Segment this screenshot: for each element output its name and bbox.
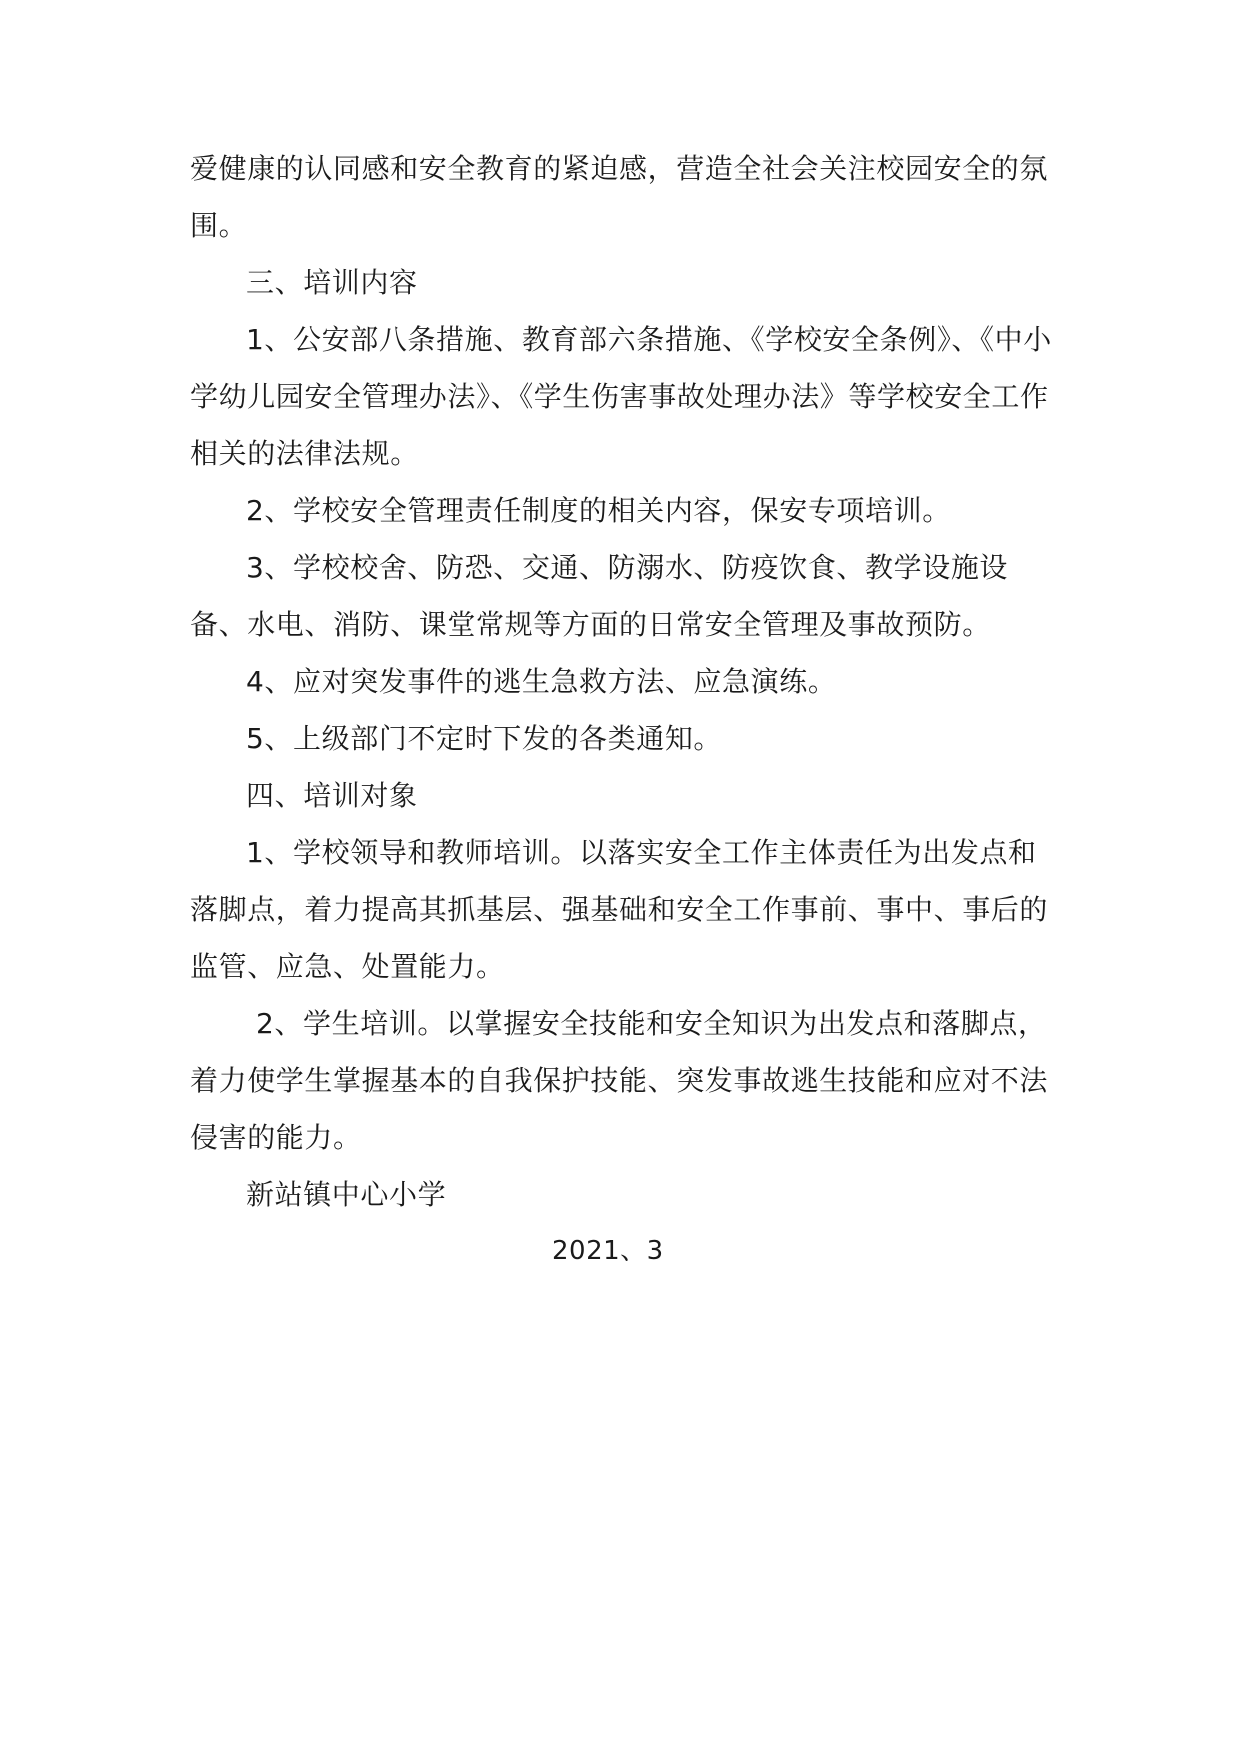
content-item-3: 3、学校校舍、防恐、交通、防溺水、防疫饮食、教学设施设备、水电、消防、课堂常规等方面的日常安全管理及事故预防。	[190, 551, 1009, 641]
content-item-5: 5、上级部门不定时下发的各类通知。	[246, 722, 723, 755]
section-heading-training-targets: 四、培训对象	[246, 779, 418, 812]
content-item-1: 1、公安部八条措施、教育部六条措施、《学校安全条例》、《中小学幼儿园安全管理办法》、《学生伤害事故处理办法》等学校安全工作相关的法律法规。	[190, 323, 1052, 470]
signature-school-name: 新站镇中心小学	[246, 1178, 447, 1211]
document-date: 2021、3	[552, 1236, 664, 1266]
target-item-1: 1、学校领导和教师培训。以落实安全工作主体责任为出发点和落脚点，着力提高其抓基层、强基础和安全工作事前、事中、事后的监管、应急、处置能力。	[190, 836, 1049, 983]
content-item-2: 2、学校安全管理责任制度的相关内容，保安专项培训。	[246, 494, 951, 527]
target-item-2: 2、学生培训。以掌握安全技能和安全知识为出发点和落脚点，着力使学生掌握基本的自我保护技能、突发事故逃生技能和应对不法侵害的能力。	[190, 1007, 1049, 1154]
section-heading-training-content: 三、培训内容	[246, 266, 418, 299]
paragraph-continuation: 爱健康的认同感和安全教育的紧迫感，营造全社会关注校园安全的氛围。	[190, 152, 1049, 242]
document-body	[190, 140, 1065, 1280]
content-item-4: 4、应对突发事件的逃生急救方法、应急演练。	[246, 665, 837, 698]
